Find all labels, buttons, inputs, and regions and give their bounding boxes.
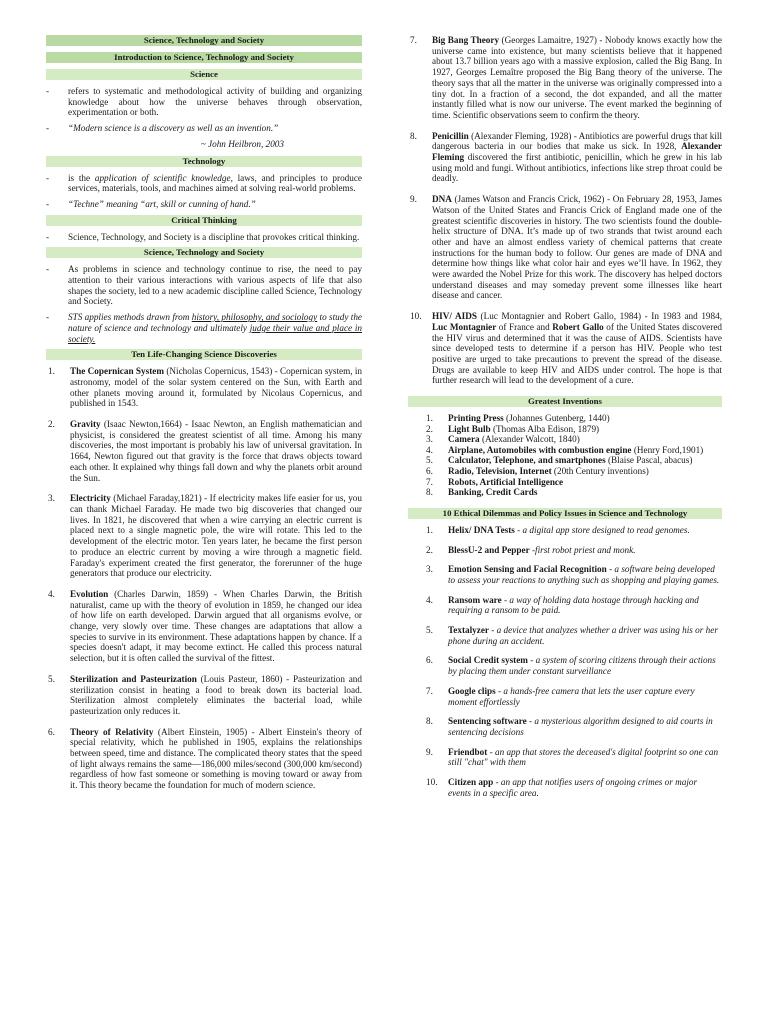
invention-item: 4. Airplane, Automobiles with combustion engine (Henry Ford,1901)	[408, 445, 722, 456]
dilemma-description: a mysterious algorithm designed to aid courts in sentencing decisions	[448, 716, 713, 737]
discovery-item	[46, 366, 362, 409]
discovery-text: Big Bang Theory (Georges Lamaitre, 1927) - Nobody knows exactly how the universe came into existence, but many scientists believe that it happened about 13.7 billion years ago with a massive explosion, called the Big Bang. In 1927, Georges Lemaître proposed the Big Bang theory of the universe. The theory says that all the matter in the universe was originally compressed into a tiny dot. In a fraction of a second, the dot expanded, and all the matter instantly filled what is now our universe. The event marked the beginning of time. Scientific observations seem to confirm the theory.	[432, 35, 722, 120]
item-number: 2.	[426, 544, 433, 555]
invention-item: 2. Light Bulb (Thomas Alba Edison, 1879)	[408, 424, 722, 435]
item-number: 6.	[48, 726, 55, 737]
discovery-name: HIV/ AIDS	[432, 311, 477, 322]
technology-definition: - is the application of scientific knowledge, laws, and principles to produce services, materials, tools, and machines aimed at solving real-world problems.	[46, 172, 363, 194]
science-quote: - “Modern science is a discovery as well as an invention.”	[46, 123, 279, 134]
item-number: 8.	[426, 716, 433, 727]
item-number: 5.	[426, 455, 433, 466]
dilemma-name: Friendbot	[448, 746, 488, 757]
dilemma-name: Helix/ DNA Tests	[448, 524, 515, 535]
discovery-name: Evolution	[70, 588, 109, 599]
invention-name: Airplane, Automobiles with combustion engine	[448, 444, 632, 455]
ethical-dilemmas-heading: 10 Ethical Dilemmas and Policy Issues in Science and Technology	[408, 508, 722, 519]
dilemma-description: a digital app store designed to read genomes.	[522, 524, 690, 535]
critical-thinking-point: - Science, Technology, and Society is a discipline that provokes critical thinking.	[46, 231, 360, 242]
dilemma-name: Citizen app	[448, 777, 494, 788]
technology-heading: Technology	[46, 156, 362, 167]
invention-name: Robots, Artificial Intelligence	[448, 476, 564, 487]
item-number: 1.	[426, 413, 433, 424]
discovery-name: Sterilization and Pasteurization	[70, 673, 197, 684]
item-number: 5.	[426, 625, 433, 636]
science-definition: - refers to systematic and methodological activity of building and organizing knowledge about how the universe behaves through observation, experimentation or both.	[46, 86, 362, 118]
document-title: Science, Technology and Society	[46, 35, 362, 46]
dilemma-description: a hands-free camera that lets the user capture every moment effortlessly	[448, 685, 695, 707]
discovery-text: Evolution (Charles Darwin, 1859) - When Charles Darwin, the British naturalist, came up with the theory of evolution in 1859, he changed our idea of how life on earth developed. Darwin argued that all organisms evolve, or change, very slowly over time. These changes are adaptations that allow a species to survive in its environment. These adaptations happen by chance. If a species doesn't adapt, it may become extinct. He called this process natural selection, but it is often called the survival of the fittest.	[70, 588, 362, 664]
item-number: 3.	[426, 434, 433, 445]
item-number: 9.	[426, 746, 433, 757]
right-column	[408, 35, 722, 808]
left-column	[46, 35, 362, 801]
dilemma-item: 8. Sentencing software - a mysterious algorithm designed to aid courts in sentencing decisions	[408, 716, 722, 737]
discovery-item	[408, 311, 722, 386]
discovery-text: Gravity (Isaac Newton,1664) - Isaac Newton, an English mathematician and physicist, is considered the greatest scientist of all time. Among his many discoveries, the most important is probably his law of universal gravitation. In 1664, Newton figured out that gravity is the force that draws objects toward each other. It explained why things fall down and why the planets orbit around the Sun.	[70, 419, 362, 483]
invention-item: 3. Camera (Alexander Walcott, 1840)	[408, 434, 722, 445]
critical-thinking-heading: Critical Thinking	[46, 215, 362, 226]
invention-item: 6. Radio, Television, Internet (20th Century inventions)	[408, 466, 722, 477]
discovery-item	[408, 35, 722, 121]
dilemma-description: a system of scoring citizens through their actions by placing them under constant surveillance	[448, 655, 716, 677]
bullet-dash: -	[46, 123, 50, 134]
item-number: 3.	[426, 564, 433, 575]
item-number: 8.	[410, 130, 417, 141]
discovery-text: Penicillin (Alexander Fleming, 1928) - Antibiotics are powerful drugs that kill dangerous bacteria in our bodies that make us sick. In 1928, Alexander Fleming discovered the first antibiotic, penicillin, which he grew in his lab using mold and fungi. Without antibiotics, infections like strep throat could be deadly.	[432, 130, 722, 184]
discovery-item	[46, 493, 362, 579]
dilemma-description: a way of holding data hostage through hacking and requiring a ransom to be paid.	[448, 594, 699, 616]
item-number: 8.	[426, 487, 433, 498]
discovery-name: Penicillin	[432, 130, 469, 141]
invention-item	[408, 477, 722, 488]
invention-name: Banking, Credit Cards	[448, 487, 538, 498]
discovery-text: Sterilization and Pasteurization (Louis Pasteur, 1860) - Pasteurization and sterilization consist in heating a food to break down its bacterial load. Sterilization almost completely eliminates the bacterial load, while pasteurization only reduces it.	[70, 673, 362, 716]
item-number: 7.	[410, 35, 417, 45]
discoveries-heading: Ten Life-Changing Science Discoveries	[46, 349, 362, 360]
item-number: 2.	[426, 423, 433, 434]
item-number: 4.	[426, 444, 433, 455]
bullet-dash: -	[46, 86, 50, 96]
item-number: 4.	[426, 594, 433, 605]
dilemma-name: BlessU-2 and Pepper	[448, 544, 530, 555]
item-number: 7.	[426, 476, 433, 487]
dilemma-description: first robot priest and monk.	[535, 544, 636, 555]
dilemma-item: 5. Textalyzer - a device that analyzes whether a driver was using his or her phone during an accident.	[408, 625, 722, 646]
invention-item	[408, 487, 722, 498]
item-number: 7.	[426, 685, 433, 696]
item-number: 1.	[48, 366, 55, 377]
quote-attribution: ~ John Heilbron, 2003	[200, 138, 284, 149]
item-number: 9.	[410, 194, 417, 205]
dilemma-item: 2. BlessU-2 and Pepper -first robot priest and monk.	[408, 545, 722, 556]
discovery-text: Electricity (Michael Faraday,1821) - If electricity makes life easier for us, you can thank Michael Faraday. He made two big discoveries that changed our lives. In 1821, he discovered that when a wire carrying an electric current is placed next to a single magnetic pole, the wire will rotate. This led to the development of the electric motor. Ten years later, he became the first person to produce an electric current by moving a wire through a magnetic field. Faraday's experiment created the first generator, the forerunner of the huge generators that produce our electricity.	[70, 493, 362, 579]
discovery-name: Big Bang Theory	[432, 35, 500, 45]
dilemma-description: a software being developed to assess your reactions to anything such as shopping and playing games.	[448, 564, 720, 585]
dilemma-item: 7. Google clips - a hands-free camera that lets the user capture every moment effortlessly	[408, 686, 722, 707]
intro-heading: Introduction to Science, Technology and Society	[46, 52, 362, 63]
bullet-dash: -	[46, 264, 50, 275]
discovery-item	[46, 727, 362, 791]
bullet-dash: -	[46, 172, 50, 183]
invention-name: Radio, Television, Internet	[448, 466, 552, 477]
dilemma-item: 1. Helix/ DNA Tests - a digital app store designed to read genomes.	[408, 525, 722, 536]
discovery-text: DNA (James Watson and Francis Crick, 1962) - On February 28, 1953, James Watson of the United States and Francis Crick of England made one of the greatest scientific discoveries in history. The two scientists found the double-helix structure of DNA. It’s made up of two strands that twist around each other and have an almost endless variety of chemical patterns that create instructions for the human body to follow. Our genes are made of DNA and determine how things like what color hair and eyes we’ll have. In 1962, they were awarded the Nobel Prize for this work. The discovery has helped doctors understand diseases and may someday prevent some illnesses like heart disease and cancer.	[432, 194, 722, 301]
inventions-heading: Greatest Inventions	[408, 396, 722, 407]
bullet-dash: -	[46, 231, 50, 242]
item-number: 6.	[426, 655, 433, 666]
dilemma-item: 10. Citizen app - an app that notifies users of ongoing crimes or major events in a specific area.	[408, 777, 722, 798]
dilemma-item: 9. Friendbot - an app that stores the deceased's digital footprint so one can still "chat" with them	[408, 747, 722, 768]
invention-name: Camera	[448, 434, 480, 445]
discovery-item	[408, 131, 722, 185]
item-number: 10.	[426, 777, 438, 788]
invention-item: 1. Printing Press (Johannes Gutenberg, 1440)	[408, 413, 722, 424]
discovery-text: HIV/ AIDS (Luc Montagnier and Robert Gallo, 1984) - In 1983 and 1984, Luc Montagnier of France and Robert Gallo of the United States discovered the HIV virus and determined that it was the cause of AIDS. Scientists have since developed tests to determine if a person has HIV. People who test positive are urged to take precautions to prevent the spread of the disease. Drugs are available to keep HIV and AIDS under control. The hope is that further research will lead to the development of a cure.	[432, 311, 723, 386]
ethical-dilemmas-list	[408, 525, 722, 799]
discovery-name: Gravity	[70, 419, 101, 430]
item-number: 10.	[410, 311, 422, 322]
invention-name: Printing Press	[448, 413, 504, 424]
invention-name: Calculator, Telephone, and smartphones	[448, 455, 606, 466]
dilemma-name: Google clips	[448, 685, 496, 696]
discovery-item	[46, 674, 362, 717]
dilemma-name: Textalyzer	[448, 625, 489, 636]
science-heading: Science	[46, 69, 362, 80]
dilemma-description: a device that analyzes whether a driver was using his or her phone during an accident.	[448, 625, 718, 646]
dilemma-name: Emotion Sensing and Facial Recognition	[448, 564, 607, 575]
dilemma-name: Ransom ware	[448, 594, 502, 605]
discovery-text: The Copernican System (Nicholas Copernicus, 1543) - Copernican system, in astronomy, model of the solar system centered on the Sun, with Earth and other planets moving around it, formulated by Nicolaus Copernicus, and published in 1543.	[70, 366, 363, 409]
item-number: 3.	[48, 493, 55, 504]
discoveries-list-left	[46, 366, 362, 791]
sts-heading: Science, Technology and Society	[46, 247, 362, 258]
dilemma-item: 3. Emotion Sensing and Facial Recognition - a software being developed to assess your reactions to anything such as shopping and playing games.	[408, 564, 722, 585]
sts-point-2: - STS applies methods drawn from history, philosophy, and sociology to study the nature of science and technology and ultimately judge their value and place in society.	[46, 312, 362, 344]
discoveries-list-right	[408, 35, 722, 386]
dilemma-name: Sentencing software	[448, 716, 527, 727]
dilemma-item: 4. Ransom ware - a way of holding data hostage through hacking and requiring a ransom to be paid.	[408, 595, 722, 616]
dilemma-description: an app that notifies users of ongoing crimes or major events in a specific area.	[448, 777, 698, 798]
techne-meaning: - “Techne” meaning “art, skill or cunning of hand.”	[46, 198, 256, 209]
discovery-name: Theory of Relativity	[70, 726, 154, 737]
dilemma-item: 6. Social Credit system - a system of scoring citizens through their actions by placing them under constant surveillance	[408, 655, 722, 676]
bullet-dash: -	[46, 198, 50, 209]
item-number: 4.	[48, 588, 55, 599]
invention-name: Light Bulb	[448, 423, 491, 434]
item-number: 2.	[48, 419, 55, 430]
item-number: 5.	[48, 673, 55, 684]
discovery-name: The Copernican System	[70, 366, 164, 377]
sts-point-1: - As problems in science and technology continue to rise, the need to pay attention to their various interactions with various aspects of life that also shapes the society, led to a new academic discipline called Science, Technology and Society.	[46, 264, 362, 307]
discovery-name: DNA	[432, 194, 452, 205]
item-number: 6.	[426, 466, 433, 477]
inventions-list	[408, 413, 722, 498]
dilemma-name: Social Credit system	[448, 655, 528, 666]
discovery-name: Electricity	[70, 493, 111, 504]
discovery-item	[46, 589, 362, 664]
bullet-dash: -	[46, 312, 50, 323]
dilemma-description: an app that stores the deceased's digital footprint so one can still "chat" with them	[448, 746, 719, 768]
discovery-item	[408, 194, 722, 301]
discovery-item	[46, 419, 362, 483]
invention-item: 5. Calculator, Telephone, and smartphones (Blaise Pascal, abacus)	[408, 455, 722, 466]
discovery-text: Theory of Relativity (Albert Einstein, 1905) - Albert Einstein's theory of special relativity, which he published in 1905, explains the relationships between speed, time and distance. The complicated theory states that the speed of light always remains the same—186,000 miles/second (300,000 km/second) regardless of how fast someone or something is moving toward or away from it. This theory became the foundation for much of modern science.	[70, 726, 362, 791]
item-number: 1.	[426, 524, 433, 535]
